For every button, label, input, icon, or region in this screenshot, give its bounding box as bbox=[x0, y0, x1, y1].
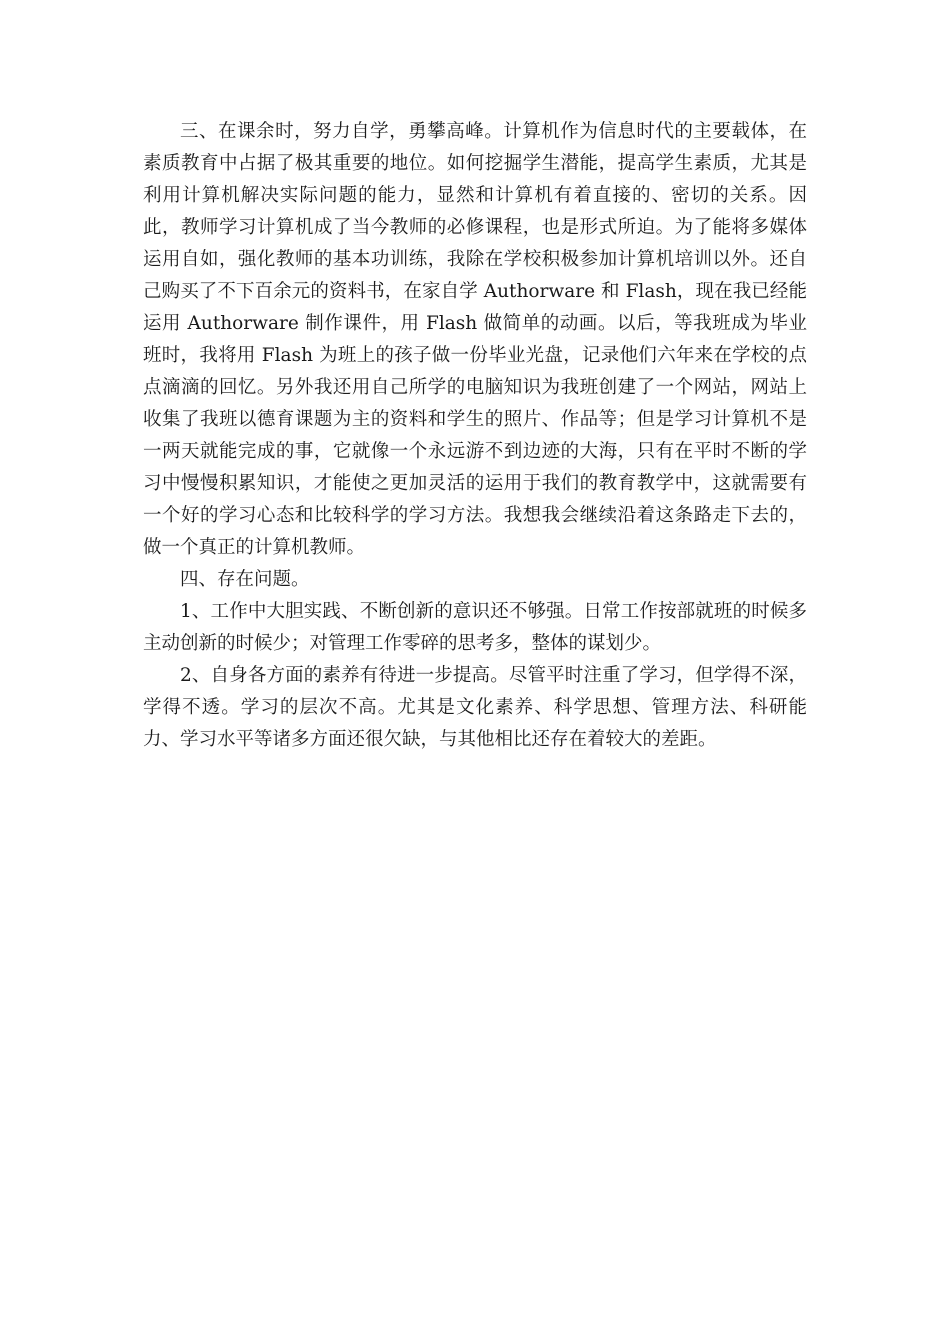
document-body bbox=[143, 116, 807, 756]
paragraph-problem-1: 1、工作中大胆实践、不断创新的意识还不够强。日常工作按部就班的时候多主动创新的时候少；对管理工作零碎的思考多，整体的谋划少。 bbox=[143, 601, 807, 654]
paragraph-problems-heading: 四、存在问题。 bbox=[180, 569, 310, 590]
paragraph-problem-2: 2、自身各方面的素养有待进一步提高。尽管平时注重了学习，但学得不深，学得不透。学习的层次不高。尤其是文化素养、科学思想、管理方法、科研能力、学习水平等诸多方面还很欠缺，与其他相比还存在着较大的差距。 bbox=[143, 665, 807, 750]
paragraph-self-study: 三、在课余时，努力自学，勇攀高峰。计算机作为信息时代的主要载体，在素质教育中占据了极其重要的地位。如何挖掘学生潜能，提高学生素质，尤其是利用计算机解决实际问题的能力，显然和计算机有着直接的、密切的关系。因此，教师学习计算机成了当今教师的必修课程，也是形式所迫。为了能将多媒体运用自如，强化教师的基本功训练，我除在学校积极参加计算机培训以外。还自己购买了不下百余元的资料书，在家自学 Authorware 和 Flash，现在我已经能运用 Authorware 制作课件，用 Flash 做简单的动画。以后，等我班成为毕业班时，我将用 Flash 为班上的孩子做一份毕业光盘，记录他们六年来在学校的点点滴滴的回忆。另外我还用自己所学的电脑知识为我班创建了一个网站，网站上收集了我班以德育课题为主的资料和学生的照片、作品等；但是学习计算机不是一两天就能完成的事，它就像一个永远游不到边迹的大海，只有在平时不断的学习中慢慢积累知识，才能使之更加灵活的运用于我们的教育教学中，这就需要有一个好的学习心态和比较科学的学习方法。我想我会继续沿着这条路走下去的，做一个真正的计算机教师。 bbox=[143, 121, 807, 558]
